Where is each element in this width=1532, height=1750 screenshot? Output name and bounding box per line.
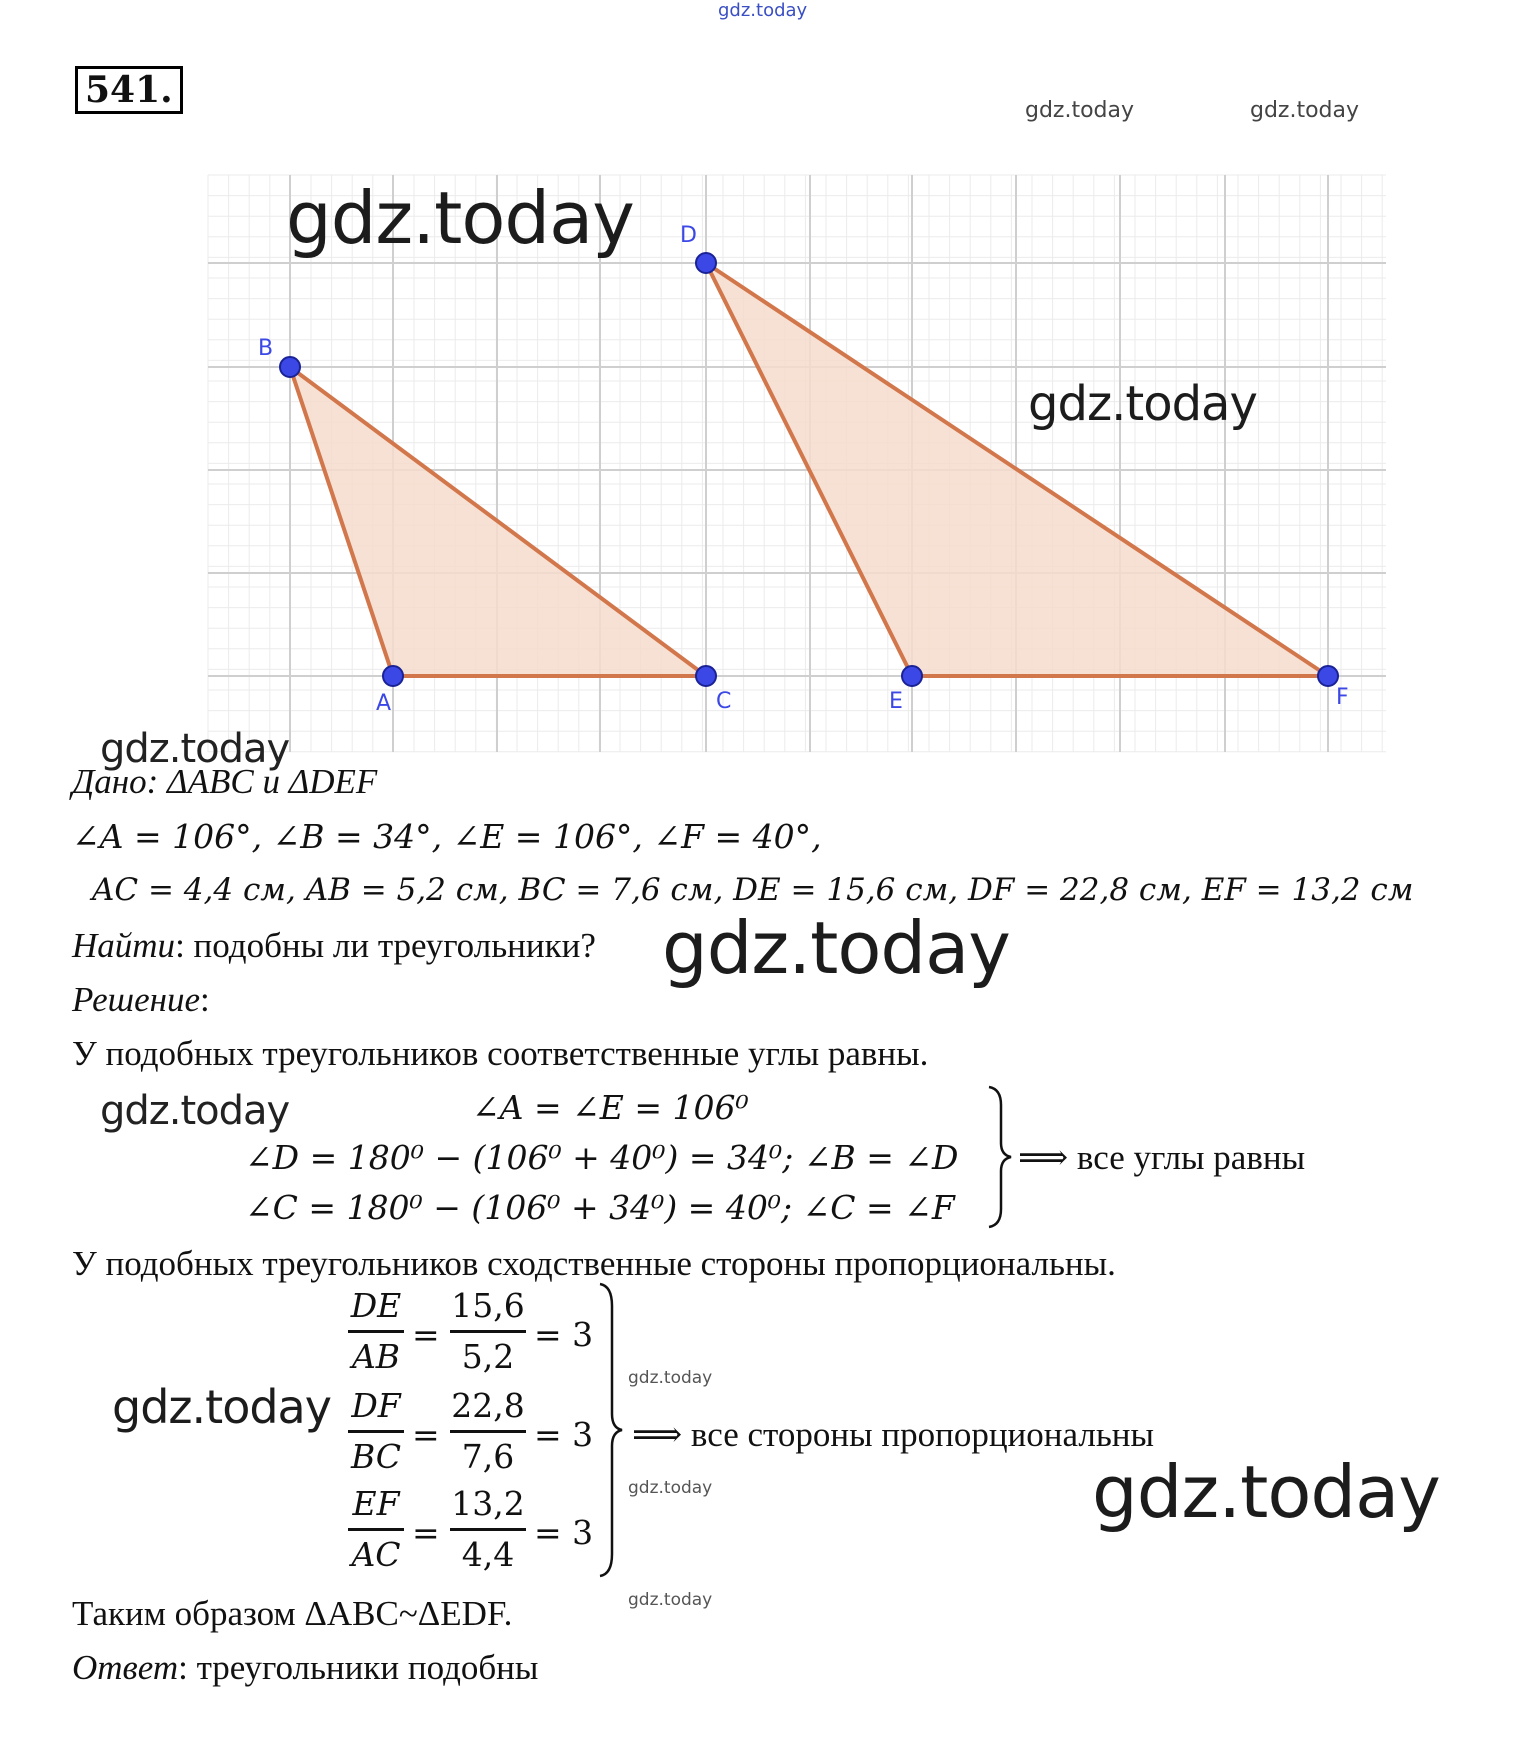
find-line (72, 926, 596, 966)
watermark-header-2: gdz.today (1250, 98, 1360, 123)
problem-number: 541. (75, 66, 183, 114)
point-c (696, 666, 716, 686)
point-d (696, 253, 716, 273)
watermark-mid-big: gdz.today (662, 906, 1010, 990)
watermark-small-1: gdz.today (628, 1368, 713, 1388)
answer-text: : треугольники подобны (178, 1648, 539, 1687)
given-line (72, 762, 377, 802)
ratio-values-3: 13,2 4,4 (451, 1484, 525, 1574)
given-label: Дано (72, 762, 147, 801)
watermark-big-1: gdz.today (286, 176, 634, 260)
angles-conclusion: ⟹ все углы равны (1018, 1138, 1306, 1177)
ratio-de-ab: DE AB (348, 1282, 404, 1381)
label-e: E (889, 689, 903, 714)
watermark-header-1: gdz.today (1025, 98, 1135, 123)
answer-label: Ответ (72, 1648, 179, 1687)
point-a (383, 666, 403, 686)
watermark-small-2: gdz.today (628, 1478, 713, 1498)
eq-sign: = (412, 1513, 440, 1552)
ratio-ef-ac: EF AC (348, 1480, 404, 1579)
watermark-small-3: gdz.today (628, 1590, 713, 1610)
solution-colon: : (200, 980, 210, 1019)
point-e (902, 666, 922, 686)
ratio-df-bc: DF BC (348, 1382, 404, 1481)
equation-2: ∠D = 180⁰ − (106⁰ + 40⁰) = 34⁰; ∠B = ∠D (245, 1138, 959, 1177)
equation-1: ∠A = ∠E = 106⁰ (472, 1088, 749, 1127)
label-c: C (716, 689, 732, 714)
label-a: A (376, 691, 392, 716)
angles-intro: У подобных треугольников соответственные углы равны. (72, 1034, 929, 1073)
watermark-top: gdz.today (718, 0, 808, 21)
point-b (280, 357, 300, 377)
ratio-result: = 3 (534, 1415, 594, 1454)
ratio-values-2: 22,8 7,6 (451, 1386, 525, 1476)
watermark-left-2: gdz.today (100, 1088, 290, 1134)
sides-conclusion: ⟹ все стороны пропорциональны (632, 1415, 1155, 1454)
answer-line (72, 1648, 538, 1688)
solution-label: Решение (72, 980, 201, 1019)
eq-sign: = (412, 1315, 440, 1354)
ratio-result: = 3 (534, 1315, 594, 1354)
watermark-left-1: gdz.today (100, 726, 290, 772)
triangles-figure (0, 0, 1532, 760)
solution-heading (72, 980, 210, 1020)
angles-brace (985, 1085, 1015, 1230)
find-text: : подобны ли треугольники? (175, 926, 596, 965)
ratio-values-1: 15,6 5,2 (451, 1286, 525, 1376)
ratio-result: = 3 (534, 1513, 594, 1552)
sides-brace (596, 1282, 626, 1578)
given-angles: ∠A = 106°, ∠B = 34°, ∠E = 106°, ∠F = 40°, (72, 817, 822, 856)
equation-3: ∠C = 180⁰ − (106⁰ + 34⁰) = 40⁰; ∠C = ∠F (245, 1188, 955, 1227)
given-sides: AC = 4,4 см, AB = 5,2 см, BC = 7,6 см, DE = 15,6 см, DF = 22,8 см, EF = 13,2 см (92, 872, 1414, 908)
watermark-fractions-left: gdz.today (112, 1380, 331, 1434)
label-d: D (680, 223, 697, 248)
watermark-mid-right: gdz.today (1028, 376, 1257, 432)
point-f (1318, 666, 1338, 686)
label-b: B (258, 336, 274, 361)
given-triangles: : ΔABC и ΔDEF (146, 762, 378, 801)
conclusion-line: Таким образом ΔABC~ΔEDF. (72, 1594, 513, 1633)
sides-intro: У подобных треугольников сходственные стороны пропорциональны. (72, 1244, 1116, 1283)
label-f: F (1336, 685, 1349, 710)
watermark-big-right: gdz.today (1092, 1450, 1440, 1534)
eq-sign: = (412, 1415, 440, 1454)
find-label: Найти (72, 926, 176, 965)
